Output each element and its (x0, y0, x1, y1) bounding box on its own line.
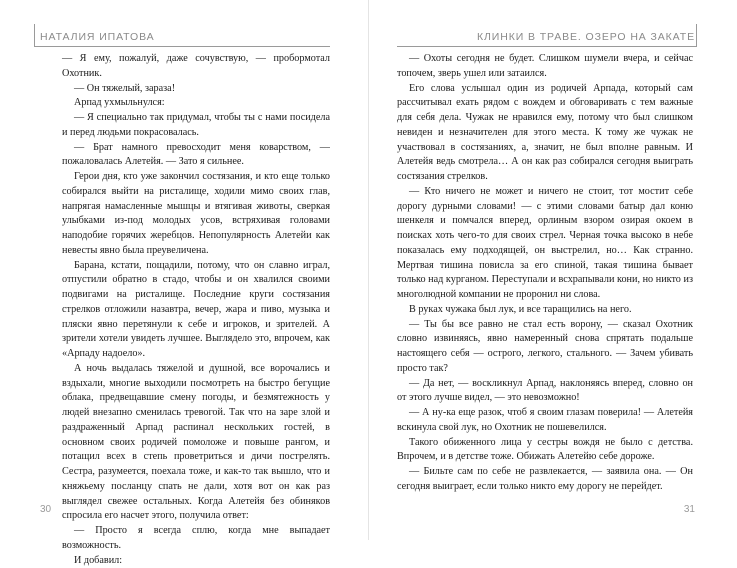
running-head-title: КЛИНКИ В ТРАВЕ. ОЗЕРО НА ЗАКАТЕ (477, 31, 695, 43)
running-head-author: НАТАЛИЯ ИПАТОВА (40, 31, 155, 43)
header-rule (397, 46, 697, 47)
page-number: 30 (40, 504, 51, 515)
paragraph: — Просто я всегда сплю, когда мне выпадает возможность. (62, 524, 330, 554)
paragraph: — Кто ничего не может и ничего не стоит, тот мостит себе дорогу дурными словами! — с этими словами батыр дал коню шенкеля и помчался вперед, орлиным взором озирая окоем в поисках хоть чего-то для своих стрел. Черная точка высоко в небе показалась ему подходящей, он выстрелил, но… Как странно. Мертвая тишина повисла за его спиной, такая тишина бывает только над курганом. Переступали и всхрапывали кони, но никто из многолюдной компании не проронил ни слова. (397, 185, 693, 303)
paragraph: Барана, кстати, пощадили, потому, что он славно играл, отпустили обратно в стадо, чтобы и он хвалился своими подвигами на ристалище. Последние круги состязания стрелков отложили назавтра, вечер, жара и пиво, музыка и пляски явно перетянули к себе и игроков, и зрителей. А зрители хотели увидеть лучшее. Выглядело это, впрочем, как «Арпаду надоело». (62, 259, 330, 362)
paragraph: — Я специально так придумал, чтобы ты с нами посидела и перед людьми покрасовалась. (62, 111, 330, 141)
paragraph: — Я ему, пожалуй, даже сочувствую, — пробормотал Охотник. (62, 52, 330, 82)
body-text (397, 52, 693, 495)
paragraph: Его слова услышал один из родичей Арпада, который сам рассчитывал ехать рядом с вождем и обговаривать с тем важные для себя дела. Чужак не нравился ему, потому что был слишком невиден и незначителен для этого места. К тому же чужак не участвовал в состязаниях, а, значит, не был вполне равным. И Алетейя ведь смотрела… А он как раз собирался сегодня выиграть состязания стрелков. (397, 82, 693, 185)
paragraph: — Охоты сегодня не будет. Слишком шумели вчера, и сейчас топочем, зверь ушел или затаился. (397, 52, 693, 82)
paragraph: — Он тяжелый, зараза! (62, 82, 330, 97)
paragraph: — Бильте сам по себе не развлекается, — заявила она. — Он сегодня выиграет, если только никто ему дорогу не перейдет. (397, 465, 693, 495)
header-rule (34, 46, 330, 47)
body-text (62, 52, 330, 568)
header-corner-rule (696, 24, 697, 47)
paragraph: В руках чужака был лук, и все таращились на него. (397, 303, 693, 318)
paragraph: — А ну-ка еще разок, чтоб я своим глазам поверила! — Алетейя вскинула свой лук, но Охотник не пошевелился. (397, 406, 693, 436)
header-corner-rule (34, 24, 35, 47)
paragraph: А ночь выдалась тяжелой и душной, все ворочались и вздыхали, многие выходили посмотреть на быстро бегущие облака, предвещавшие смену погоды, и безмятежность у людей внезапно сменилась тревогой. Так что на заре злой и раздраженный Арпад распинал нескольких гостей, в основном своих родичей помоложе и повыше рангом, и потащил всех в степь проветриться и дичи пострелять. Сестра, разумеется, поехала тоже, и как-то так вышло, что и княжьему посланцу спать не дали, хотя вот он как раз выглядел свежее остальных. Когда Алетейя без обиняков спросила его насчет этого, получила ответ: (62, 362, 330, 524)
page-number: 31 (684, 504, 695, 515)
right-page (369, 0, 737, 540)
paragraph: Арпад ухмыльнулся: (62, 96, 330, 111)
left-page (0, 0, 368, 540)
paragraph: Герои дня, кто уже закончил состязания, и кто еще только собирался выйти на ристалище, ходили мимо своих глав, напрягая намасленные мышцы и втягивая животы, сверкая улыбками из-под молодых усов, встряхивая головами наподобие горячих жеребцов. Непопулярность Алетейи как невесты явно была преувеличена. (62, 170, 330, 259)
paragraph: — Ты бы все равно не стал есть ворону, — сказал Охотник словно извиняясь, явно намеренный снова спрятать подальше настоящего себя — острого, легкого, стального. — Зачем убивать просто так? (397, 318, 693, 377)
paragraph: И добавил: (62, 554, 330, 568)
paragraph: Такого обиженного лица у сестры вождя не было с детства. Впрочем, и в детстве тоже. Обижать Алетейю себе дороже. (397, 436, 693, 466)
paragraph: — Да нет, — воскликнул Арпад, наклоняясь вперед, словно он от этого лучше видел, — это невозможно! (397, 377, 693, 407)
paragraph: — Брат намного превосходит меня коварством, — пожаловалась Алетейя. — Зато я сильнее. (62, 141, 330, 171)
